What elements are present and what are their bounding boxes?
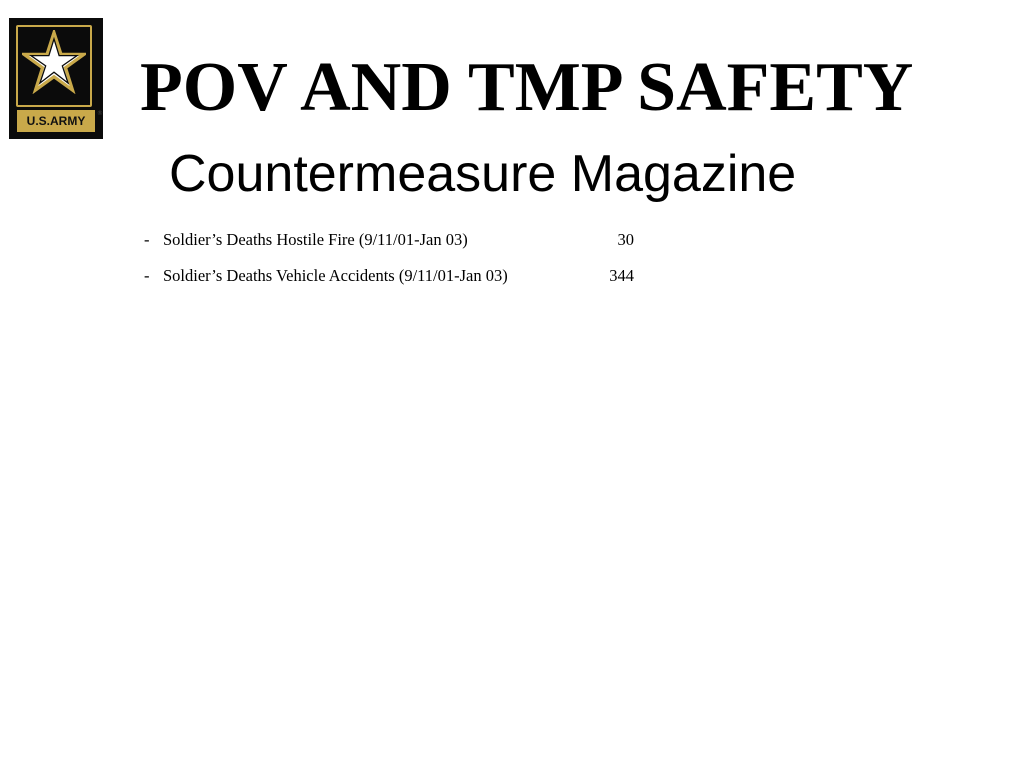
registered-mark: ® — [97, 110, 103, 117]
logo-wordmark: U.S.ARMY — [17, 110, 95, 132]
list-bullet: - — [144, 266, 150, 285]
stat-label: Soldier’s Deaths Hostile Fire (9/11/01-Jan 03) — [163, 230, 468, 249]
stat-label: Soldier’s Deaths Vehicle Accidents (9/11/01-Jan 03) — [163, 266, 508, 285]
stat-value: 344 — [609, 266, 634, 285]
stat-value: 30 — [617, 230, 634, 249]
stat-row-hostile-fire — [144, 228, 634, 264]
army-star-icon — [22, 30, 86, 94]
page-title: POV AND TMP SAFETY — [140, 49, 914, 126]
list-bullet: - — [144, 230, 150, 249]
us-army-logo — [9, 18, 103, 139]
page-subtitle: Countermeasure Magazine — [169, 145, 797, 203]
stat-row-vehicle-accidents — [144, 264, 634, 300]
stats-list — [144, 228, 634, 300]
